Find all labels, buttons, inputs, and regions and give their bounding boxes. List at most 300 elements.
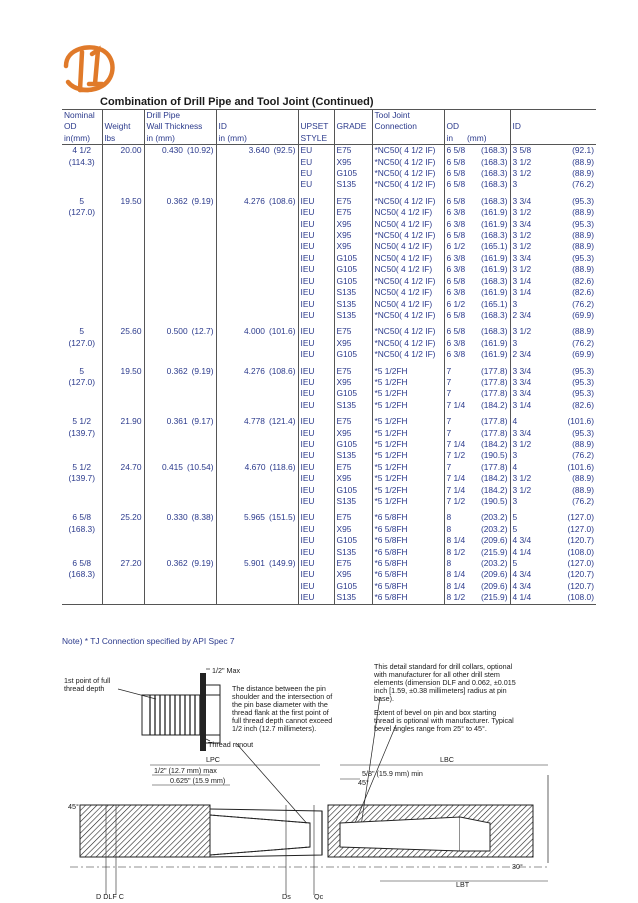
cell-tj-od <box>444 366 510 377</box>
cell-upset: IEU <box>298 569 334 580</box>
cell-id <box>216 377 298 388</box>
tj-od-in: 8 1/4 <box>446 569 466 580</box>
tj-od-in: 6 5/8 <box>446 326 466 337</box>
cell-upset: IEU <box>298 366 334 377</box>
cell-wall <box>144 264 216 275</box>
cell-od: 5 <box>62 366 102 377</box>
cell-conn: *NC50( 4 1/2 IF) <box>372 230 444 241</box>
cell-tj-od <box>444 310 510 321</box>
id-mm: (118.6) <box>269 461 296 472</box>
cell-conn: *6 5/8FH <box>372 558 444 569</box>
cell-id <box>216 581 298 592</box>
label-625: 0.625" (15.9 mm) <box>170 776 226 785</box>
cell-tj-id <box>510 349 596 360</box>
cell-weight <box>102 179 144 190</box>
cell-od <box>62 276 102 287</box>
cell-wall <box>144 157 216 168</box>
tj-od-mm: (177.8) <box>480 388 508 399</box>
tj-id-mm: (88.9) <box>572 241 594 252</box>
cell-wall <box>144 179 216 190</box>
cell-weight: 21.90 <box>102 416 144 427</box>
cell-tj-od <box>444 326 510 337</box>
tj-id-in: 3 1/2 <box>512 438 532 449</box>
cell-conn: *NC50( 4 1/2 IF) <box>372 157 444 168</box>
tj-id-mm: (69.9) <box>572 349 594 360</box>
cell-grade: X95 <box>334 241 372 252</box>
tj-od-mm: (209.6) <box>480 535 508 546</box>
tj-id-mm: (92.1) <box>572 145 594 156</box>
cell-wall <box>144 450 216 461</box>
cell-od: (114.3) <box>62 157 102 168</box>
cell-weight <box>102 207 144 218</box>
cell-weight <box>102 264 144 275</box>
cell-od: (139.7) <box>62 473 102 484</box>
cell-weight <box>102 428 144 439</box>
pin-box-section <box>70 775 550 895</box>
cell-upset: IEU <box>298 558 334 569</box>
cell-upset: IEU <box>298 439 334 450</box>
cell-tj-od <box>444 388 510 399</box>
tj-od-mm: (165.1) <box>480 298 508 309</box>
wall-mm: (9.19) <box>191 195 214 206</box>
tj-od-in: 7 1/4 <box>446 399 466 410</box>
cell-id <box>216 287 298 298</box>
cell-upset: IEU <box>298 428 334 439</box>
tj-od-in: 7 <box>446 365 452 376</box>
cell-weight <box>102 496 144 507</box>
cell-tj-id <box>510 388 596 399</box>
tj-od-in: 8 1/2 <box>446 546 466 557</box>
tj-id-mm: (88.9) <box>572 207 594 218</box>
cell-tj-id <box>510 264 596 275</box>
cell-conn: *5 1/2FH <box>372 450 444 461</box>
cell-id <box>216 168 298 179</box>
cell-id <box>216 366 298 377</box>
cell-grade: G105 <box>334 485 372 496</box>
cell-grade: E75 <box>334 145 372 157</box>
tj-id-in: 5 <box>512 523 518 534</box>
table-row <box>62 179 596 190</box>
table-row <box>62 157 596 168</box>
tj-id-in: 3 <box>512 298 518 309</box>
cell-id <box>216 450 298 461</box>
cell-od: (168.3) <box>62 524 102 535</box>
detail-note-4: inch [1.59, ±0.38 millimeters] radius at pin <box>374 686 507 695</box>
cell-tj-id <box>510 558 596 569</box>
tj-id-in: 4 <box>512 416 518 427</box>
cell-grade: G105 <box>334 264 372 275</box>
header-tj-od: OD <box>444 121 510 132</box>
tj-id-in: 3 1/2 <box>512 156 532 167</box>
cell-tj-id <box>510 287 596 298</box>
cell-od <box>62 496 102 507</box>
cell-grade: S135 <box>334 496 372 507</box>
cell-upset: IEU <box>298 473 334 484</box>
cell-wall <box>144 496 216 507</box>
cell-grade: X95 <box>334 157 372 168</box>
tj-id-in: 3 <box>512 179 518 190</box>
tj-od-mm: (168.3) <box>480 230 508 241</box>
cell-wall <box>144 485 216 496</box>
tj-od-mm: (161.9) <box>480 264 508 275</box>
tj-od-in: 7 <box>446 416 452 427</box>
cell-wall <box>144 428 216 439</box>
tj-od-mm: (184.2) <box>480 399 508 410</box>
table-row <box>62 299 596 310</box>
cell-tj-id <box>510 569 596 580</box>
label-58: 5/8" (15.9 mm) min <box>362 769 423 778</box>
cell-od: (127.0) <box>62 338 102 349</box>
header-nominal: Nominal <box>62 110 102 122</box>
header-tj-in: in <box>446 132 454 143</box>
tj-od-mm: (161.9) <box>480 252 508 263</box>
cell-tj-id <box>510 338 596 349</box>
cell-weight: 19.50 <box>102 366 144 377</box>
tj-id-in: 4 3/4 <box>512 580 532 591</box>
label-45a: 45° <box>68 802 79 811</box>
table-row <box>62 450 596 461</box>
cell-weight <box>102 592 144 604</box>
label-thread-runout: Thread runout <box>208 740 254 749</box>
tj-od-in: 6 5/8 <box>446 230 466 241</box>
cell-conn: *NC50( 4 1/2 IF) <box>372 179 444 190</box>
cell-weight: 25.60 <box>102 326 144 337</box>
header-connection: Connection <box>372 121 444 132</box>
cell-id <box>216 326 298 337</box>
tj-od-mm: (161.9) <box>480 218 508 229</box>
tj-id-mm: (88.9) <box>572 168 594 179</box>
id-in: 4.778 <box>243 416 265 427</box>
distance-note-3: the pin base diameter with the <box>232 700 328 709</box>
tj-id-mm: (95.3) <box>572 252 594 263</box>
distance-note-5: full thread depth cannot exceed <box>232 716 333 725</box>
tj-id-in: 3 1/2 <box>512 230 532 241</box>
tj-od-in: 6 3/8 <box>446 349 466 360</box>
tj-od-in: 8 <box>446 558 452 569</box>
cell-id <box>216 179 298 190</box>
cell-id <box>216 569 298 580</box>
table-row <box>62 496 596 507</box>
cell-tj-od <box>444 473 510 484</box>
cell-weight <box>102 450 144 461</box>
table-row <box>62 558 596 569</box>
cell-weight <box>102 569 144 580</box>
cell-id <box>216 496 298 507</box>
table-row <box>62 310 596 321</box>
cell-tj-id <box>510 581 596 592</box>
table-row <box>62 264 596 275</box>
cell-grade: S135 <box>334 400 372 411</box>
cell-upset: IEU <box>298 377 334 388</box>
wall-in: 0.362 <box>166 195 188 206</box>
cell-tj-id <box>510 547 596 558</box>
cell-weight <box>102 473 144 484</box>
cell-conn: NC50( 4 1/2 IF) <box>372 219 444 230</box>
cell-upset: IEU <box>298 547 334 558</box>
tj-od-mm: (177.8) <box>480 376 508 387</box>
cell-tj-od <box>444 558 510 569</box>
bevel-note-1: Extent of bevel on pin and box starting <box>374 708 497 717</box>
tj-od-mm: (190.5) <box>480 450 508 461</box>
tj-id-in: 3 3/4 <box>512 388 532 399</box>
tj-id-mm: (88.9) <box>572 326 594 337</box>
cell-upset: IEU <box>298 581 334 592</box>
bevel-note-3: bevel angles range from 25° to 45°. <box>374 724 487 733</box>
cell-upset: EU <box>298 179 334 190</box>
header-od: OD <box>62 121 102 132</box>
tj-od-in: 6 5/8 <box>446 195 466 206</box>
cell-id <box>216 428 298 439</box>
tj-id-in: 3 1/2 <box>512 264 532 275</box>
tj-id-in: 3 3/4 <box>512 427 532 438</box>
cell-grade: X95 <box>334 524 372 535</box>
cell-grade: X95 <box>334 377 372 388</box>
cell-tj-od <box>444 416 510 427</box>
cell-conn: *NC50( 4 1/2 IF) <box>372 338 444 349</box>
tj-id-mm: (127.0) <box>567 558 594 569</box>
cell-conn: NC50( 4 1/2 IF) <box>372 299 444 310</box>
cell-grade: G105 <box>334 349 372 360</box>
cell-tj-id <box>510 326 596 337</box>
cell-tj-id <box>510 439 596 450</box>
cell-tj-id <box>510 592 596 604</box>
cell-od <box>62 299 102 310</box>
cell-conn: *5 1/2FH <box>372 496 444 507</box>
cell-tj-od <box>444 496 510 507</box>
cell-weight <box>102 230 144 241</box>
cell-weight <box>102 581 144 592</box>
tj-id-mm: (76.2) <box>572 298 594 309</box>
cell-tj-od <box>444 287 510 298</box>
tj-od-mm: (203.2) <box>480 523 508 534</box>
id-mm: (108.6) <box>268 365 296 376</box>
cell-id <box>216 241 298 252</box>
cell-conn: *5 1/2FH <box>372 377 444 388</box>
cell-grade: E75 <box>334 416 372 427</box>
cell-od <box>62 535 102 546</box>
cell-wall <box>144 581 216 592</box>
wall-in: 0.362 <box>166 365 188 376</box>
table-row <box>62 377 596 388</box>
table-row <box>62 512 596 523</box>
wall-mm: (10.92) <box>186 145 214 156</box>
cell-weight <box>102 157 144 168</box>
wall-mm: (8.38) <box>191 512 214 523</box>
tj-id-mm: (95.3) <box>572 427 594 438</box>
detail-note-1: This detail standard for drill collars, optional <box>374 662 513 671</box>
tj-id-in: 5 <box>512 558 518 569</box>
cell-od: 6 5/8 <box>62 558 102 569</box>
cell-upset: IEU <box>298 592 334 604</box>
wall-mm: (9.19) <box>191 558 214 569</box>
tj-od-mm: (168.3) <box>480 145 508 156</box>
label-d-dlf-c: D DLF C <box>96 892 124 900</box>
tj-od-mm: (168.3) <box>480 195 508 206</box>
header-style: STYLE <box>298 133 334 145</box>
tj-id-mm: (95.3) <box>572 218 594 229</box>
cell-upset: IEU <box>298 230 334 241</box>
cell-tj-od <box>444 524 510 535</box>
cell-wall <box>144 287 216 298</box>
tj-id-mm: (88.9) <box>572 230 594 241</box>
tj-id-in: 3 1/4 <box>512 399 532 410</box>
cell-od <box>62 581 102 592</box>
cell-upset: IEU <box>298 416 334 427</box>
cell-id <box>216 485 298 496</box>
cell-tj-id <box>510 241 596 252</box>
cell-upset: IEU <box>298 264 334 275</box>
cell-tj-od <box>444 512 510 523</box>
cell-grade: E75 <box>334 326 372 337</box>
cell-grade: G105 <box>334 535 372 546</box>
tj-od-in: 8 <box>446 523 452 534</box>
cell-wall <box>144 535 216 546</box>
cell-weight <box>102 388 144 399</box>
tj-id-in: 3 1/2 <box>512 241 532 252</box>
cell-tj-id <box>510 366 596 377</box>
tj-od-in: 6 5/8 <box>446 275 466 286</box>
tj-od-mm: (161.9) <box>480 337 508 348</box>
cell-tj-id <box>510 157 596 168</box>
cell-wall <box>144 299 216 310</box>
cell-wall <box>144 310 216 321</box>
tj-id-mm: (127.0) <box>567 512 594 523</box>
cell-wall <box>144 377 216 388</box>
cell-id <box>216 524 298 535</box>
cell-tj-id <box>510 377 596 388</box>
cell-weight <box>102 349 144 360</box>
cell-wall <box>144 400 216 411</box>
cell-tj-od <box>444 428 510 439</box>
cell-od: 5 <box>62 196 102 207</box>
cell-conn: *5 1/2FH <box>372 366 444 377</box>
cell-od <box>62 219 102 230</box>
tj-od-mm: (209.6) <box>480 569 508 580</box>
tj-id-in: 3 1/2 <box>512 484 532 495</box>
table-row <box>62 473 596 484</box>
cell-conn: *NC50( 4 1/2 IF) <box>372 168 444 179</box>
tj-id-in: 4 1/4 <box>512 592 532 603</box>
tj-id-in: 3 1/2 <box>512 326 532 337</box>
cell-id <box>216 207 298 218</box>
tj-od-in: 6 3/8 <box>446 252 466 263</box>
cell-wall <box>144 547 216 558</box>
cell-grade: S135 <box>334 287 372 298</box>
header-grade: GRADE <box>334 121 372 132</box>
cell-grade: X95 <box>334 473 372 484</box>
table-row <box>62 349 596 360</box>
cell-grade: E75 <box>334 207 372 218</box>
drill-pipe-tool-joint-table <box>62 109 596 605</box>
cell-weight <box>102 310 144 321</box>
cell-weight <box>102 439 144 450</box>
tj-od-in: 6 5/8 <box>446 309 466 320</box>
tj-od-mm: (168.3) <box>480 275 508 286</box>
tj-id-mm: (88.9) <box>572 264 594 275</box>
tj-id-in: 2 3/4 <box>512 309 532 320</box>
cell-weight <box>102 547 144 558</box>
table-row <box>62 219 596 230</box>
tj-od-in: 7 <box>446 376 452 387</box>
footnote: Note) * TJ Connection specified by API Spec 7 <box>62 636 235 646</box>
header-drill-pipe: Drill Pipe <box>144 110 216 122</box>
tj-od-in: 7 <box>446 388 452 399</box>
cell-weight <box>102 276 144 287</box>
table-row <box>62 592 596 604</box>
cell-grade: X95 <box>334 338 372 349</box>
cell-conn: *NC50( 4 1/2 IF) <box>372 145 444 157</box>
cell-tj-od <box>444 207 510 218</box>
cell-od <box>62 179 102 190</box>
cell-upset: IEU <box>298 450 334 461</box>
tj-id-in: 3 1/4 <box>512 275 532 286</box>
tj-id-in: 3 1/2 <box>512 168 532 179</box>
wall-in: 0.500 <box>166 326 188 337</box>
cell-wall <box>144 326 216 337</box>
id-in: 4.670 <box>244 461 266 472</box>
tj-od-mm: (184.2) <box>480 484 508 495</box>
tj-id-in: 3 1/2 <box>512 473 532 484</box>
cell-grade: X95 <box>334 428 372 439</box>
cell-grade: G105 <box>334 168 372 179</box>
tj-od-mm: (168.3) <box>480 326 508 337</box>
tj-id-mm: (88.9) <box>572 438 594 449</box>
cell-od <box>62 388 102 399</box>
cell-upset: EU <box>298 145 334 157</box>
table-row <box>62 462 596 473</box>
cell-grade: E75 <box>334 512 372 523</box>
cell-id <box>216 592 298 604</box>
cell-tj-id <box>510 428 596 439</box>
cell-id <box>216 230 298 241</box>
tj-id-mm: (120.7) <box>567 535 594 546</box>
cell-od <box>62 400 102 411</box>
tj-od-in: 6 1/2 <box>446 241 466 252</box>
cell-grade: S135 <box>334 179 372 190</box>
tj-od-mm: (165.1) <box>480 241 508 252</box>
cell-upset: IEU <box>298 219 334 230</box>
cell-conn: *6 5/8FH <box>372 547 444 558</box>
id-in: 4.276 <box>243 195 265 206</box>
cell-tj-id <box>510 512 596 523</box>
tj-od-in: 6 5/8 <box>446 168 466 179</box>
tj-id-mm: (88.9) <box>572 156 594 167</box>
wall-in: 0.361 <box>166 416 188 427</box>
header-weight: Weight <box>102 121 144 132</box>
cell-tj-od <box>444 535 510 546</box>
id-mm: (108.6) <box>268 195 296 206</box>
tj-od-mm: (168.3) <box>480 309 508 320</box>
bevel-note-2: thread is optional with manufacturer. Typical <box>374 716 514 725</box>
tj-od-mm: (215.9) <box>480 546 508 557</box>
header-upset: UPSET <box>298 121 334 132</box>
table-row <box>62 485 596 496</box>
tj-id-in: 3 <box>512 337 518 348</box>
cell-weight <box>102 338 144 349</box>
cell-wall <box>144 388 216 399</box>
tj-id-in: 5 <box>512 512 518 523</box>
tj-od-in: 8 1/2 <box>446 592 466 603</box>
tj-id-in: 3 3/4 <box>512 195 532 206</box>
cell-grade: G105 <box>334 439 372 450</box>
tj-id-in: 3 <box>512 450 518 461</box>
cell-conn: *6 5/8FH <box>372 569 444 580</box>
cell-tj-od <box>444 400 510 411</box>
tj-id-in: 3 5/8 <box>512 145 532 156</box>
tj-od-mm: (215.9) <box>480 592 508 603</box>
id-in: 4.000 <box>243 326 265 337</box>
id-in: 5.901 <box>243 558 265 569</box>
